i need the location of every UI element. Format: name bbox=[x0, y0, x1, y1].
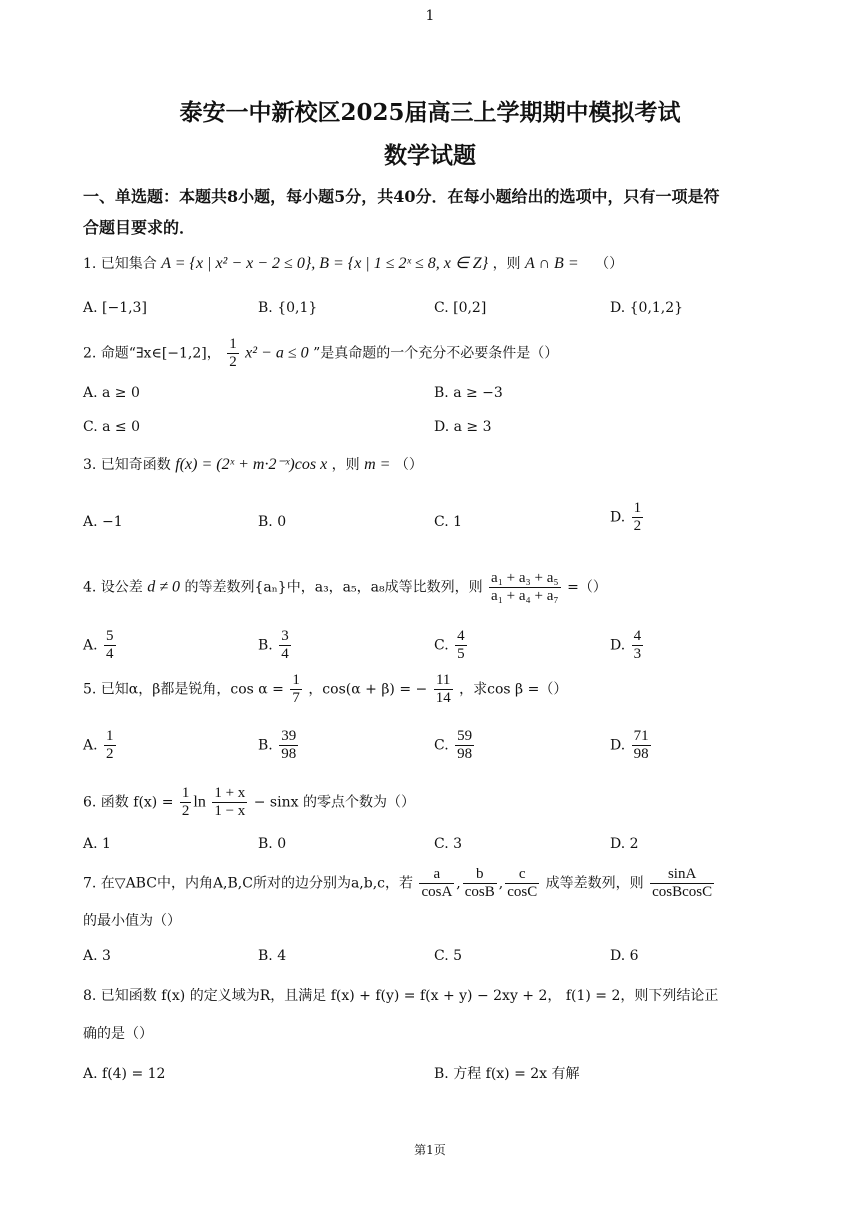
q3-option-a: A. −1 bbox=[83, 514, 123, 530]
q4-condition: d ≠ 0 bbox=[147, 578, 181, 596]
question-7-line2: 的最小值为（） bbox=[83, 913, 181, 929]
q7-fraction-target: $\frac{\sin A}{\text{cosBcosC}}$ bbox=[652, 866, 713, 900]
q1-tail: ，则 bbox=[492, 256, 521, 272]
q6-option-c: C. 3 bbox=[434, 836, 463, 852]
q3-tail: ，则 bbox=[331, 457, 360, 473]
q7-option-b: B. 4 bbox=[258, 948, 287, 964]
q1-option-a: A. [−1,3] bbox=[83, 300, 147, 316]
q3-blank: （） bbox=[394, 457, 423, 473]
q7-fraction-c: $\frac{c}{\cos C}$ bbox=[507, 866, 538, 900]
q6-option-a: A. 1 bbox=[83, 836, 111, 852]
q2-option-b: B. a ≥ −3 bbox=[434, 385, 503, 401]
q5-option-d: D. $\frac{71}{98}$ bbox=[610, 728, 649, 762]
question-1 bbox=[83, 254, 623, 274]
question-4 bbox=[83, 570, 607, 605]
q6-option-b: B. 0 bbox=[258, 836, 287, 852]
q4-option-b: B. $\frac{3}{4}$ bbox=[258, 628, 289, 662]
q6-ln: ln bbox=[193, 793, 206, 811]
q6-tail: − sinx 的零点个数为（） bbox=[253, 794, 415, 811]
q7-option-c: C. 5 bbox=[434, 948, 463, 964]
q5-option-a: A. $\frac{1}{2}$ bbox=[83, 728, 114, 762]
q6-fraction-1: $\frac{1}{2}$ bbox=[181, 785, 190, 819]
q1-prefix: 1. 已知集合 bbox=[83, 256, 157, 272]
q3-ask: m = bbox=[364, 456, 391, 473]
q2-expression: x² − a ≤ 0 bbox=[245, 344, 309, 362]
question-6 bbox=[83, 785, 415, 820]
q3-option-b: B. 0 bbox=[258, 514, 287, 530]
q2-tail: ”是真命题的一个充分不必要条件是（） bbox=[313, 345, 559, 362]
q3-expression: f(x) = (2ˣ + m·2⁻ˣ)cos x bbox=[175, 456, 328, 473]
q1-option-c: C. [0,2] bbox=[434, 300, 487, 316]
section-heading-line2: 合题目要求的． bbox=[83, 218, 196, 237]
question-5 bbox=[83, 672, 567, 707]
q8-option-b: B. 方程 f(x) = 2x 有解 bbox=[434, 1066, 580, 1082]
q5-tail: ，求cos β =（） bbox=[459, 681, 568, 698]
q4-option-c: C. $\frac{4}{5}$ bbox=[434, 628, 465, 662]
q6-fraction-2: $\frac{1 + x}{1 - x}$ bbox=[214, 785, 246, 819]
q3-option-c: C. 1 bbox=[434, 514, 463, 530]
q7-fraction-a: $\frac{a}{\cos A}$ bbox=[421, 866, 453, 900]
q4-prefix: 4. 设公差 bbox=[83, 579, 143, 596]
q5-option-b: B. $\frac{39}{98}$ bbox=[258, 728, 297, 762]
question-7: 7. 在▽ABC中，内角A,B,C所对的边分别为a,b,c，若 $\frac{a}{\cos A}$ , $\frac{b}{\cos B}$ , $\frac{c}{\cos C}$ 成等差数列，则 $\frac{\sin A}{\text{cosBcosC}}$ bbox=[83, 866, 713, 900]
question-8-line2: 确的是（） bbox=[83, 1026, 153, 1042]
q5-fraction-2: $\frac{11}{14}$ bbox=[435, 672, 451, 706]
q2-option-c: C. a ≤ 0 bbox=[83, 419, 140, 435]
q7-mid: 成等差数列，则 bbox=[545, 875, 644, 892]
q5-mid: ，cos(α + β) = − bbox=[308, 681, 428, 698]
question-3 bbox=[83, 455, 423, 475]
q2-option-a: A. a ≥ 0 bbox=[83, 385, 140, 401]
q1-option-d: D. {0,1,2} bbox=[610, 300, 684, 316]
q6-option-d: D. 2 bbox=[610, 836, 639, 852]
q2-prefix: 2. 命题“∃x∈[−1,2]， bbox=[83, 345, 221, 362]
q4-mid: 的等差数列{aₙ}中，a₃，a₅，a₈成等比数列，则 bbox=[184, 579, 483, 596]
q3-option-d-label: D. bbox=[610, 509, 626, 526]
q7-option-a: A. 3 bbox=[83, 948, 111, 964]
page-number: 1 bbox=[425, 8, 435, 24]
q5-prefix: 5. 已知α，β都是锐角，cos α = bbox=[83, 681, 284, 698]
q4-fraction: $\frac{\text{a₁ + a₃ + a₅}}{\text{a₁ + a₄ + a₇}}$ bbox=[491, 570, 559, 604]
q3-prefix: 3. 已知奇函数 bbox=[83, 457, 171, 473]
q7-fraction-b: $\frac{b}{\cos B}$ bbox=[464, 866, 495, 900]
question-8-line1: 8. 已知函数 f(x) 的定义域为R，且满足 f(x) + f(y) = f(x + y) − 2xy + 2， f(1) = 2，则下列结论正 bbox=[83, 988, 719, 1004]
page-footer: 第1页 bbox=[414, 1143, 446, 1157]
exam-subtitle: 数学试题 bbox=[384, 142, 476, 169]
question-2 bbox=[83, 336, 558, 371]
q3-option-d bbox=[610, 500, 645, 535]
q2-fraction: $\frac{1}{2}$ bbox=[229, 336, 237, 370]
q4-tail: =（） bbox=[567, 579, 607, 596]
exam-title: 泰安一中新校区2025届高三上学期期中模拟考试 bbox=[179, 99, 681, 126]
q5-option-c: C. $\frac{59}{98}$ bbox=[434, 728, 473, 762]
q5-fraction-1: $\frac{1}{7}$ bbox=[292, 672, 300, 706]
q2-option-d: D. a ≥ 3 bbox=[434, 419, 492, 435]
section-heading-line1: 一、单选题：本题共8小题，每小题5分，共40分．在每小题给出的选项中，只有一项是符 bbox=[83, 187, 720, 206]
q7-prefix: 7. 在▽ABC中，内角A,B,C所对的边分别为a,b,c，若 bbox=[83, 875, 414, 892]
q1-blank: （） bbox=[595, 256, 624, 272]
q7-option-d: D. 6 bbox=[610, 948, 639, 964]
q1-ask: A ∩ B = bbox=[525, 255, 579, 272]
q4-option-d: D. $\frac{4}{3}$ bbox=[610, 628, 642, 662]
q3-option-d-fraction: $\frac{1}{2}$ bbox=[633, 500, 642, 534]
q8-option-a: A. f(4) = 12 bbox=[83, 1066, 166, 1082]
q6-prefix: 6. 函数 f(x) = bbox=[83, 794, 174, 811]
q1-expression: A = {x | x² − x − 2 ≤ 0}, B = {x | 1 ≤ 2ˣ ≤ 8, x ∈ Z} bbox=[161, 255, 489, 272]
q4-option-a: A. $\frac{5}{4}$ bbox=[83, 628, 114, 662]
q1-option-b: B. {0,1} bbox=[258, 300, 318, 316]
